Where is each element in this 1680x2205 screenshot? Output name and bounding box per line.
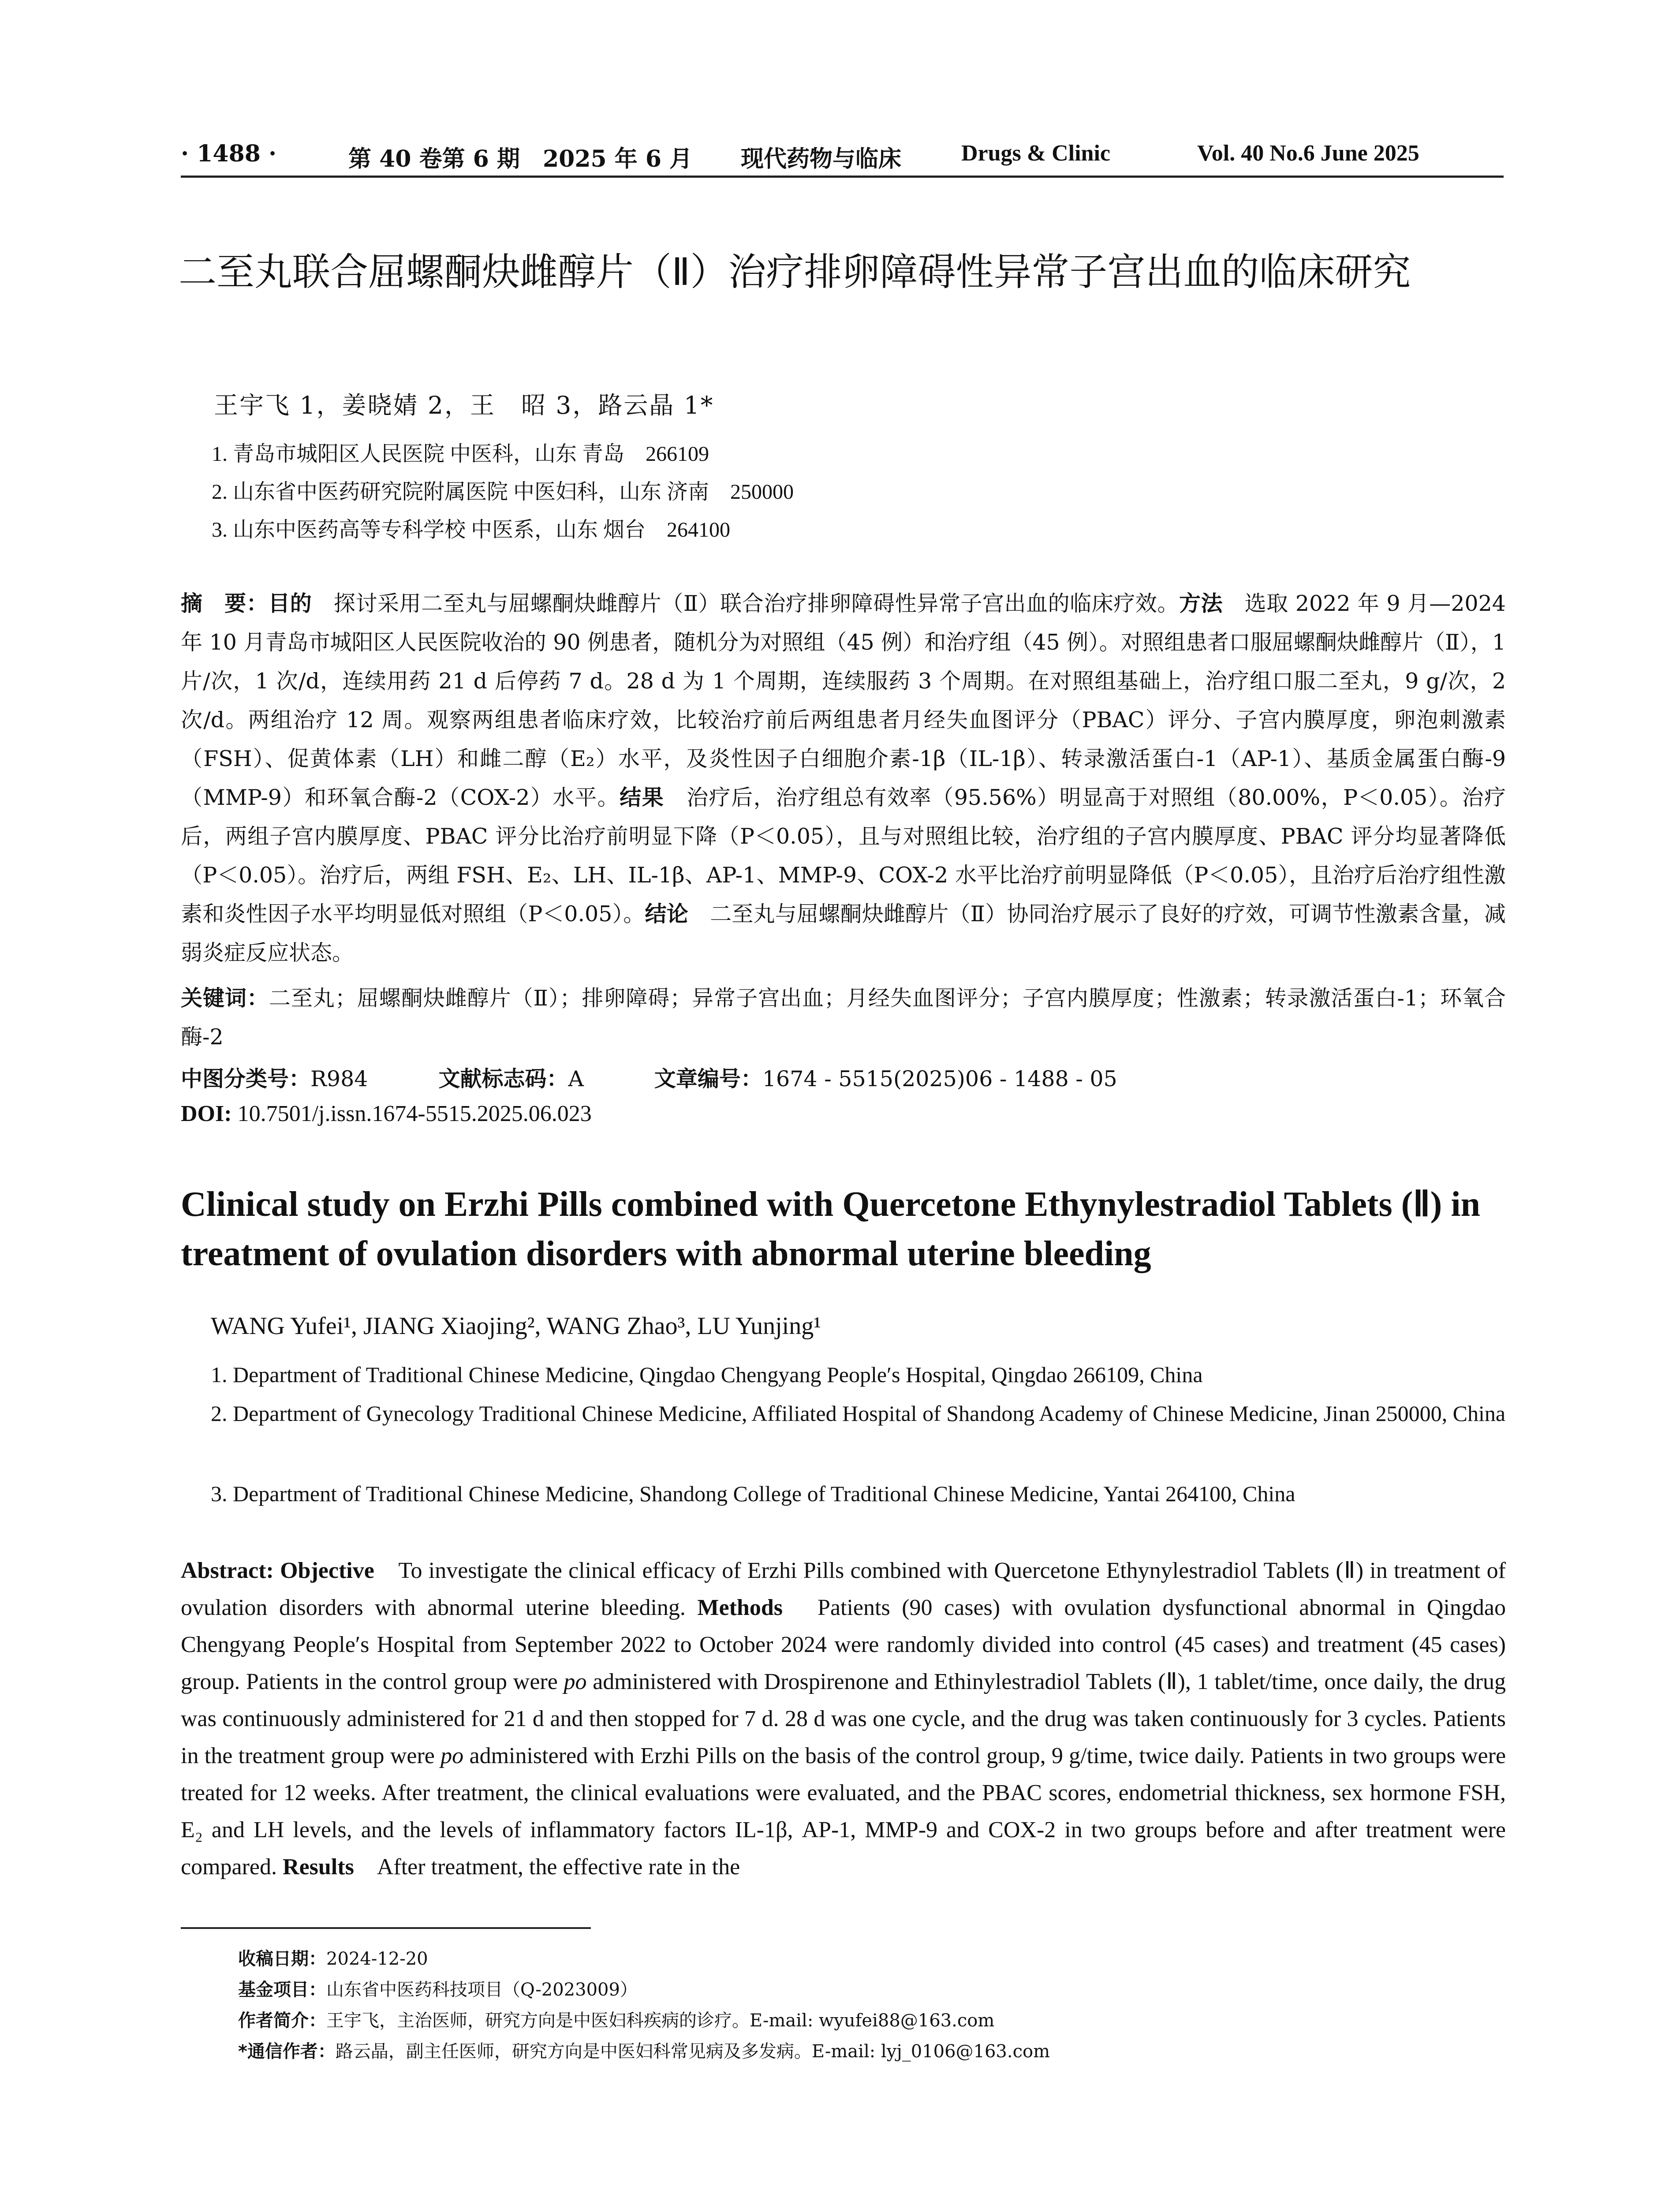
header-issue-cn: 第 40 卷第 6 期 2025 年 6 月 (348, 146, 693, 172)
doi-label: DOI: (181, 1101, 232, 1126)
header-issue-en: Vol. 40 No.6 June 2025 (1197, 141, 1419, 166)
objective-en-text: To investigate the clinical efficacy of Erzhi Pills combined with Quercetone Ethynylestradiol Tablets (Ⅱ) in treatment of ovulation disorders with abnormal uterine bleeding. (181, 1558, 1506, 1620)
footnote-fund-text: 山东省中医药科技项目（Q-2023009） (326, 1980, 638, 2000)
clc-label: 中图分类号： (181, 1066, 311, 1091)
footnote-received-text: 2024-12-20 (326, 1949, 428, 1969)
authors-en: WANG Yufei¹, JIANG Xiaojing², WANG Zhao³, LU Yunjing¹ (211, 1312, 821, 1340)
affiliation-en-1: 1. Department of Traditional Chinese Medicine, Qingdao Chengyang People′s Hospital, Qingdao 266109, China (211, 1362, 1203, 1387)
abstract-en-label: Abstract: Objective (181, 1558, 374, 1583)
abstract-en (181, 1552, 1506, 1886)
footnote-author-label: 作者简介： (238, 2011, 326, 2031)
affiliation-cn-3: 3. 山东中医药高等专科学校 中医系，山东 烟台 264100 (212, 518, 731, 542)
footnote-corresponding-label: *通信作者： (238, 2041, 336, 2062)
methods-label: 方法 (1179, 591, 1223, 616)
page-number: · 1488 · (181, 140, 277, 167)
methods-en-label: Methods (697, 1595, 783, 1620)
classification-line (181, 1062, 1117, 1093)
affiliation-en-2-text: 2. Department of Gynecology Traditional Chinese Medicine, Affiliated Hospital of Shandong Academy of Chinese Medicine, Jinan 250000, China (211, 1401, 1506, 1426)
footnote-author (238, 2007, 994, 2032)
footnote-fund (238, 1976, 638, 2001)
objective-text: 探讨采用二至丸与屈螺酮炔雌醇片（Ⅱ）联合治疗排卵障碍性异常子宫出血的临床疗效。 (333, 591, 1179, 616)
abstract-cn-label: 摘 要： (181, 591, 269, 616)
methods-en-text-1: Patients (90 cases) with ovulation dysfunctional abnormal in Qingdao Chengyang People′s Hospital from September 2022 to October 2024 were randomly divided into control (45 cases) and treatment (45 cases) group. Patients in the control group were (181, 1595, 1506, 1694)
authors-cn: 王宇飞 1，姜晓婧 2，王 昭 3，路云晶 1* (214, 391, 714, 419)
conclusion-label: 结论 (645, 901, 688, 927)
methods-text: 选取 2022 年 9 月—2024 年 10 月青岛市城阳区人民医院收治的 90 例患者，随机分为对照组（45 例）和治疗组（45 例）。对照组患者口服屈螺酮炔雌醇片（Ⅱ），1 片/次，1 次/d，连续用药 21 d 后停药 7 d。28 d 为 1 个周期，连续服药 3 个周期。在对照组基础上，治疗组口服二至丸，9 g/次，2 次/d。两组治疗 12 周。观察两组患者临床疗效，比较治疗前后两组患者月经失血图评分（PBAC）评分、子宫内膜厚度，卵泡刺激素（FSH）、促黄体素（LH）和雌二醇（E₂）水平，及炎性因子白细胞介素-1β（IL-1β）、转录激活蛋白-1（AP-1）、基质金属蛋白酶-9（MMP-9）和环氧合酶-2（COX-2）水平。 (181, 591, 1506, 810)
title-en: Clinical study on Erzhi Pills combined with Quercetone Ethynylestradiol Tablets (Ⅱ) in treatment of ovulation disorders with abnormal uterine bleeding (181, 1185, 1481, 1273)
po-term-1: po (564, 1669, 587, 1694)
footnote-rule (181, 1927, 591, 1929)
header-journal-cn: 现代药物与临床 (741, 146, 902, 172)
clc-value: R984 (310, 1066, 368, 1091)
objective-label: 目的 (268, 591, 312, 616)
footnote-author-text: 王宇飞，主治医师，研究方向是中医妇科疾病的诊疗。E-mail: wyufei88@163.com (326, 2011, 995, 2031)
affiliation-cn-2: 2. 山东省中医药研究院附属医院 中医妇科，山东 济南 250000 (212, 480, 794, 504)
abstract-cn (181, 584, 1506, 972)
affiliation-en-2 (211, 1395, 1507, 1432)
footnote-received (238, 1945, 428, 1970)
conclusion-text: 二至丸与屈螺酮炔雌醇片（Ⅱ）协同治疗展示了良好的疗效，可调节性激素含量，减弱炎症反应状态。 (181, 901, 1506, 965)
results-label: 结果 (620, 785, 665, 810)
affiliation-en-3: 3. Department of Traditional Chinese Medicine, Shandong College of Traditional Chinese Medicine, Yantai 264100, China (211, 1481, 1295, 1506)
results-en-text: After treatment, the effective rate in the (377, 1854, 740, 1880)
po-term-2: po (441, 1743, 464, 1768)
affiliation-cn-1: 1. 青岛市城阳区人民医院 中医科，山东 青岛 266109 (212, 442, 709, 466)
title-cn: 二至丸联合屈螺酮炔雌醇片（Ⅱ）治疗排卵障碍性异常子宫出血的临床研究 (179, 250, 1411, 294)
keywords-label: 关键词： (181, 986, 269, 1011)
methods-en-text-2: administered with Drospirenone and Ethinylestradiol Tablets (Ⅱ), 1 tablet/time, once daily, the drug was continuously administered for 21 d and then stopped for 7 d. 28 d was one cycle, and the drug was taken continuously for 3 cycles. Patients in the treatment group were (181, 1669, 1506, 1768)
doc-code-label: 文献标志码： (438, 1066, 568, 1091)
article-number-value: 1674 - 5515(2025)06 - 1488 - 05 (762, 1066, 1117, 1091)
doi-line (181, 1101, 592, 1127)
doc-code-value: A (568, 1066, 584, 1091)
methods-en-text-3: administered with Erzhi Pills on the basis of the control group, 9 g/time, twice daily. Patients in two groups were treated for 12 weeks. After treatment, the clinical evaluations were evaluated, and the PBAC scores, endometrial thickness, sex hormone FSH, E₂ and LH levels, and the levels of inflammatory factors IL-1β, AP-1, MMP-9 and COX-2 in two groups before and after treatment were compared. (181, 1743, 1506, 1880)
doi-value: 10.7501/j.issn.1674-5515.2025.06.023 (237, 1101, 592, 1126)
footnote-corresponding-text: 路云晶，副主任医师，研究方向是中医妇科常见病及多发病。E-mail: lyj_0106@163.com (335, 2041, 1050, 2062)
results-text: 治疗后，治疗组总有效率（95.56%）明显高于对照组（80.00%，P＜0.05）。治疗后，两组子宫内膜厚度、PBAC 评分比治疗前明显下降（P＜0.05），且与对照组比较，治疗组的子宫内膜厚度、PBAC 评分均显著降低（P＜0.05）。治疗后，两组 FSH、E₂、LH、IL-1β、AP-1、MMP-9、COX-2 水平比治疗前明显降低（P＜0.05），且治疗后治疗组性激素和炎性因子水平均明显低对照组（P＜0.05）。 (181, 785, 1506, 927)
keywords-cn (181, 979, 1506, 1057)
footnote-fund-label: 基金项目： (238, 1980, 326, 2000)
header-rule (181, 176, 1504, 178)
header-journal-en: Drugs & Clinic (961, 141, 1110, 166)
footnote-corresponding (238, 2037, 1050, 2063)
footnote-received-label: 收稿日期： (238, 1949, 326, 1969)
article-number-label: 文章编号： (654, 1066, 762, 1091)
keywords-text: 二至丸；屈螺酮炔雌醇片（Ⅱ）；排卵障碍；异常子宫出血；月经失血图评分；子宫内膜厚度；性激素；转录激活蛋白-1；环氧合酶-2 (181, 986, 1506, 1050)
results-en-label: Results (283, 1854, 354, 1880)
